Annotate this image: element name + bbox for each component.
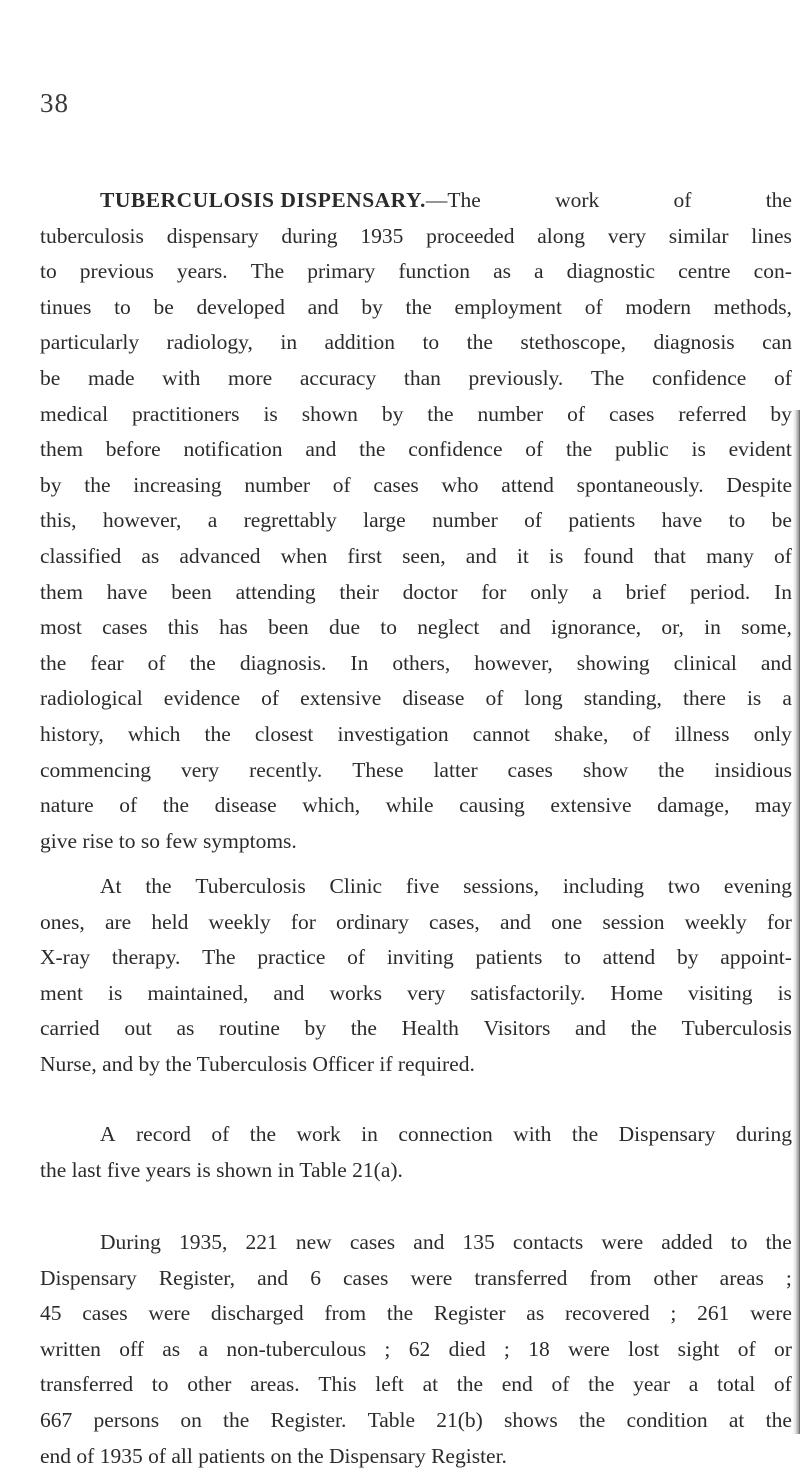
text-line: the fear of the diagnosis. In others, however, showing clinical and [40, 650, 792, 675]
paragraph [40, 1117, 792, 1188]
line-text: Nurse, and by the Tuberculosis Officer if required. [40, 1051, 475, 1076]
page-number: 38 [40, 88, 69, 118]
text-line: TUBERCULOSIS DISPENSARY.—The work of the [100, 188, 792, 212]
text-line: ment is maintained, and works very satisfactorily. Home visiting is [40, 980, 792, 1005]
text-line: 45 cases were discharged from the Register as recovered ; 261 were [40, 1301, 792, 1326]
text-line: X-ray therapy. The practice of inviting patients to attend by appoint- [40, 945, 792, 970]
paragraph [40, 1225, 792, 1474]
text-line: most cases this has been due to neglect and ignorance, or, in some, [40, 615, 792, 640]
text-line [40, 1439, 792, 1474]
text-line: During 1935, 221 new cases and 135 contacts were added to the [100, 1230, 792, 1254]
text-line [40, 1153, 792, 1189]
text-line: Dispensary Register, and 6 cases were transferred from other areas ; [40, 1265, 792, 1290]
text-line: by the increasing number of cases who attend spontaneously. Despite [40, 472, 792, 497]
text-line: transferred to other areas. This left at the end of the year a total of [40, 1372, 792, 1397]
text-line: tuberculosis dispensary during 1935 proceeded along very similar lines [40, 223, 792, 248]
text-line: be made with more accuracy than previously. The confidence of [40, 365, 792, 390]
text-line: radiological evidence of extensive disease of long standing, there is a [40, 686, 792, 711]
text-line: ones, are held weekly for ordinary cases, and one session weekly for [40, 909, 792, 934]
text-line [40, 1047, 792, 1083]
line-text: end of 1935 of all patients on the Dispensary Register. [40, 1443, 507, 1468]
text-line: this, however, a regrettably large number of patients have to be [40, 508, 792, 533]
text-line: carried out as routine by the Health Visitors and the Tuberculosis [40, 1016, 792, 1041]
text-line: A record of the work in connection with the Dispensary during [100, 1122, 792, 1146]
text-line: history, which the closest investigation cannot shake, of illness only [40, 721, 792, 746]
text-line: written off as a non-tuberculous ; 62 died ; 18 were lost sight of or [40, 1336, 792, 1361]
text-line: classified as advanced when first seen, and it is found that many of [40, 543, 792, 568]
text-line: to previous years. The primary function as a diagnostic centre con- [40, 259, 792, 284]
text-line: commencing very recently. These latter cases show the insidious [40, 757, 792, 782]
paragraph [40, 183, 792, 859]
text-line: them have been attending their doctor for only a brief period. In [40, 579, 792, 604]
text-line: tinues to be developed and by the employment of modern methods, [40, 294, 792, 319]
text-line: them before notification and the confidence of the public is evident [40, 437, 792, 462]
text-line: 667 persons on the Register. Table 21(b) shows the condition at the [40, 1407, 792, 1432]
text-line [40, 824, 792, 860]
line-text: give rise to so few symptoms. [40, 828, 297, 853]
line-text: the last five years is shown in Table 21(a). [40, 1157, 403, 1182]
text-line: particularly radiology, in addition to the stethoscope, diagnosis can [40, 330, 792, 355]
text-line: medical practitioners is shown by the number of cases referred by [40, 401, 792, 426]
text-line: At the Tuberculosis Clinic five sessions, including two evening [100, 874, 792, 898]
page-edge-shadow [792, 410, 800, 1434]
paragraph [40, 869, 792, 1083]
section-heading: TUBERCULOSIS DISPENSARY. [100, 188, 426, 212]
text-line: nature of the disease which, while causing extensive damage, may [40, 793, 792, 818]
